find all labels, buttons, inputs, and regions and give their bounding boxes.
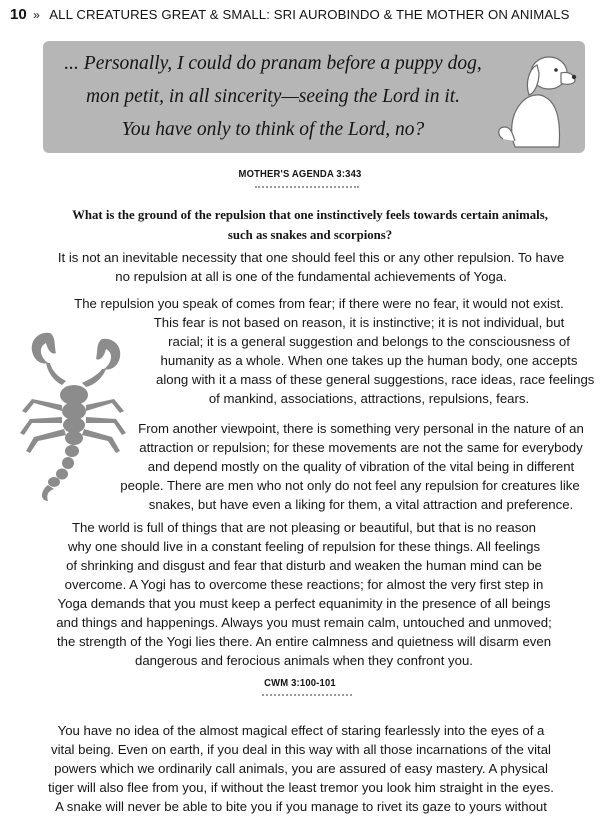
- text-line: tiger will also flee from you, if without the least tremor you look him straight in the eyes.: [48, 780, 554, 795]
- book-title: ALL CREATURES GREAT & SMALL: SRI AUROBINDO & THE MOTHER ON ANIMALS: [49, 7, 570, 22]
- text-line: of mankind, associations, attractions, repulsions, fears.: [208, 391, 530, 406]
- dotted-divider: [262, 694, 352, 696]
- header-separator: »: [33, 8, 40, 22]
- text-line: powers which we ordinarily call animals, you are assured of easy mastery. A physical: [54, 761, 548, 776]
- quote-line: You have only to think of the Lord, no?: [121, 119, 425, 140]
- text-line: This fear is not based on reason, it is instinctive; it is not individual, but: [153, 315, 565, 330]
- text-line: and depend mostly on the quality of vibration of the vital being in different: [147, 459, 575, 474]
- quote-box: [43, 41, 585, 153]
- pull-quote: [43, 47, 503, 146]
- source-citation: MOTHER'S AGENDA 3:343: [238, 168, 362, 180]
- text-line: of shrinking and disgust and fear that disturb and weaken the human mind can be: [66, 558, 542, 573]
- text-line: attraction or repulsion; for these movements are not the same for everybody: [139, 440, 583, 455]
- running-header: [10, 6, 590, 28]
- text-line: You have no idea of the almost magical effect of staring fearlessly into the eyes of a: [57, 723, 545, 738]
- dotted-divider: [255, 186, 359, 188]
- text-line: and things and happenings. Always you must remain calm, untouched and unmoved;: [56, 615, 552, 630]
- text-line: The repulsion you speak of comes from fear; if there were no fear, it would not exist.: [74, 296, 564, 311]
- text-line: dangerous and ferocious animals when they confront you.: [135, 653, 473, 668]
- page-number: 10: [10, 6, 27, 23]
- question: [40, 205, 580, 245]
- quote-line: mon petit, in all sincerity—seeing the Lord in it.: [85, 86, 461, 107]
- text-line: From another viewpoint, there is something very personal in the nature of an: [138, 421, 584, 436]
- text-line: humanity as a whole. When one takes up the human body, one accepts: [160, 353, 578, 368]
- text-line: vital being. Even on earth, if you deal in this way with all those incarnations of the vital: [51, 742, 551, 757]
- paragraph: [120, 419, 592, 514]
- scorpion-illustration: [10, 325, 135, 505]
- text-line: The world is full of things that are not pleasing or beautiful, but that is no reason: [71, 520, 537, 535]
- text-line: It is not an inevitable necessity that one should feel this or any other repulsion. To have: [57, 250, 565, 265]
- text-line: no repulsion at all is one of the fundamental achievements of Yoga.: [115, 269, 507, 284]
- puppy-dog-illustration: [495, 43, 585, 151]
- quote-line: ... Personally, I could do pranam before a puppy dog,: [64, 53, 482, 74]
- paragraph: [12, 721, 590, 816]
- text-line: Yoga demands that you must keep a perfect equanimity in the presence of all beings: [57, 596, 551, 611]
- text-line: why one should live in a constant feeling of repulsion for these things. All feelings: [67, 539, 541, 554]
- question-line: What is the ground of the repulsion that one instinctively feels towards certain animals,: [72, 208, 548, 222]
- text-line: racial; it is a general suggestion and belongs to the consciousness of: [168, 334, 570, 349]
- text-line: people. There are men who not only do not feel any repulsion for creatures like: [120, 478, 580, 493]
- paragraph: [40, 248, 582, 286]
- text-line: along with it a mass of these general suggestions, race ideas, race feelings: [156, 372, 595, 387]
- paragraph: [20, 518, 588, 670]
- text-line: overcome. A Yogi has to overcome these reactions; for almost the very first step in: [64, 577, 544, 592]
- text-line: the strength of the Yogi lies there. An entire calmness and quietness will disarm even: [56, 634, 552, 649]
- question-line: such as snakes and scorpions?: [227, 228, 393, 242]
- source-citation: CWM 3:100-101: [264, 677, 336, 689]
- text-line: snakes, but have even a liking for them, a vital attraction and preference.: [148, 497, 574, 512]
- text-line: A snake will never be able to bite you if you manage to rivet its gaze to yours without: [55, 799, 547, 814]
